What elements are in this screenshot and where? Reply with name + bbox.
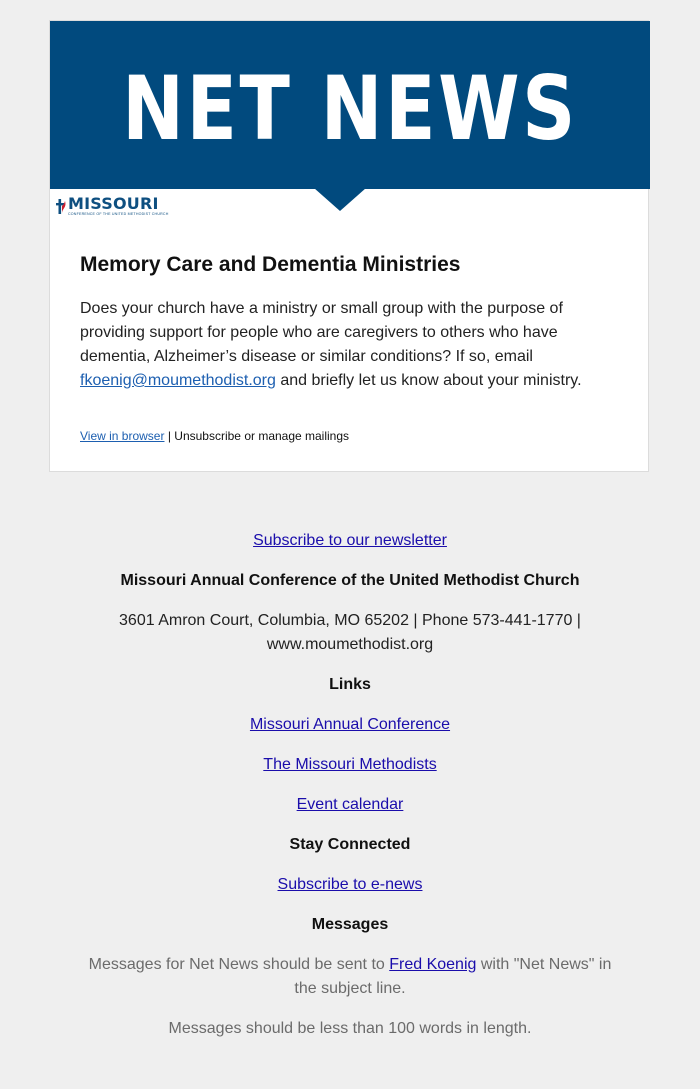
address-line-1: 3601 Amron Court, Columbia, MO 65202 | Phone 573-441-1770 |: [119, 612, 581, 629]
subscribe-enews-line: [0, 873, 700, 897]
link-item: [0, 753, 700, 777]
messages-length-note: Messages should be less than 100 words in length.: [168, 1020, 532, 1037]
links-heading: Links: [329, 676, 371, 693]
unsubscribe-text[interactable]: Unsubscribe or manage mailings: [174, 429, 350, 443]
event-calendar-link[interactable]: Event calendar: [296, 796, 404, 813]
messages-text-end: with "Net News" in: [476, 956, 612, 973]
missouri-annual-conference-link[interactable]: Missouri Annual Conference: [249, 716, 451, 733]
link-item: [0, 713, 700, 737]
subscribe-newsletter-link[interactable]: Subscribe to our newsletter: [253, 532, 447, 549]
article-body: [80, 297, 600, 393]
header-banner: [50, 21, 650, 189]
missouri-logo: [56, 194, 169, 217]
subscribe-enews-link[interactable]: Subscribe to e-news: [277, 876, 423, 893]
org-name: Missouri Annual Conference of the United Methodist Church: [120, 572, 580, 589]
newsletter-card: [49, 20, 649, 472]
card-footer: [80, 428, 349, 444]
messages-line-2: the subject line.: [294, 980, 406, 997]
messages-text-start: Messages for Net News should be sent to: [88, 956, 390, 973]
messages-line-1: [0, 953, 700, 977]
cross-flame-icon: [56, 196, 68, 216]
link-item: [0, 793, 700, 817]
article-headline: Memory Care and Dementia Ministries: [80, 253, 461, 276]
fred-koenig-link[interactable]: Fred Koenig: [389, 956, 477, 973]
email-link[interactable]: fkoenig@moumethodist.org: [80, 372, 276, 389]
banner-notch: [314, 188, 366, 211]
missouri-methodists-link[interactable]: The Missouri Methodists: [263, 756, 437, 773]
article-body-text-end: and briefly let us know about your ministry.: [275, 372, 582, 389]
subscribe-newsletter-line: [0, 529, 700, 553]
stay-connected-heading: Stay Connected: [289, 836, 411, 853]
article-body-text-start: Does your church have a ministry or small group with the purpose of providing support for people who are caregivers to others who have dementia, Alzheimer’s disease or similar conditions? If so, email: [80, 300, 563, 365]
banner-title: NET NEWS: [122, 57, 578, 160]
messages-heading: Messages: [311, 916, 389, 933]
logo-subtitle: CONFERENCE OF THE UNITED METHODIST CHURCH: [68, 212, 169, 216]
logo-wordmark: MISSOURI: [68, 194, 159, 213]
address-line-2: www.moumethodist.org: [266, 636, 434, 653]
footer-separator: |: [164, 429, 175, 443]
view-in-browser-link[interactable]: View in browser: [80, 429, 165, 443]
